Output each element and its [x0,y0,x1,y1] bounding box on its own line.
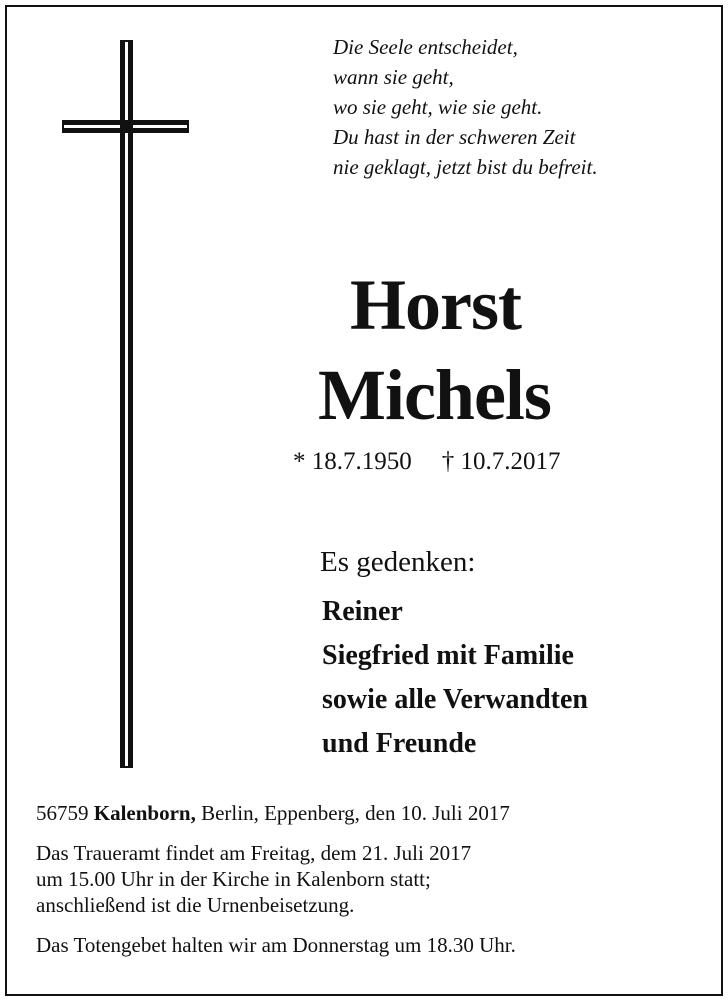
mourner-line: Siegfried mit Familie [322,640,574,671]
cross-vertical-beam [120,40,133,768]
birth-date: * 18.7.1950 [293,448,412,475]
place-date-rest: Berlin, Eppenberg, den 10. Juli 2017 [201,801,510,825]
place-date-line [36,798,706,828]
service-info [36,840,706,918]
mourners-list [322,590,588,766]
poem-line: wann sie geht, [333,65,454,89]
mourner-line: sowie alle Verwandten [322,684,588,715]
service-line: Das Traueramt findet am Freitag, dem 21. Juli 2017 [36,841,472,865]
service-line: um 15.00 Uhr in der Kirche in Kalenborn statt; [36,867,431,891]
deceased-last-name: Michels [318,355,551,435]
notice-footer [36,798,706,960]
deceased-first-name: Horst [350,265,521,345]
prayer-info: Das Totengebet halten wir am Donnerstag um 18.30 Uhr. [36,933,516,957]
poem-line: nie geklagt, jetzt bist du befreit. [333,155,598,179]
postal-code: 56759 [36,801,89,825]
life-dates [293,445,561,479]
cross-center [120,120,133,133]
service-line: anschließend ist die Urnenbeisetzung. [36,893,355,917]
death-date: † 10.7.2017 [441,448,561,475]
poem-line: Die Seele entscheidet, [333,35,518,59]
mourners-intro: Es gedenken: [320,546,476,578]
poem-line: Du hast in der schweren Zeit [333,125,576,149]
town-name: Kalenborn, [93,801,196,825]
mourner-line: Reiner [322,596,403,627]
poem-line: wo sie geht, wie sie geht. [333,95,543,119]
mourner-line: und Freunde [322,728,477,759]
poem [333,32,713,182]
